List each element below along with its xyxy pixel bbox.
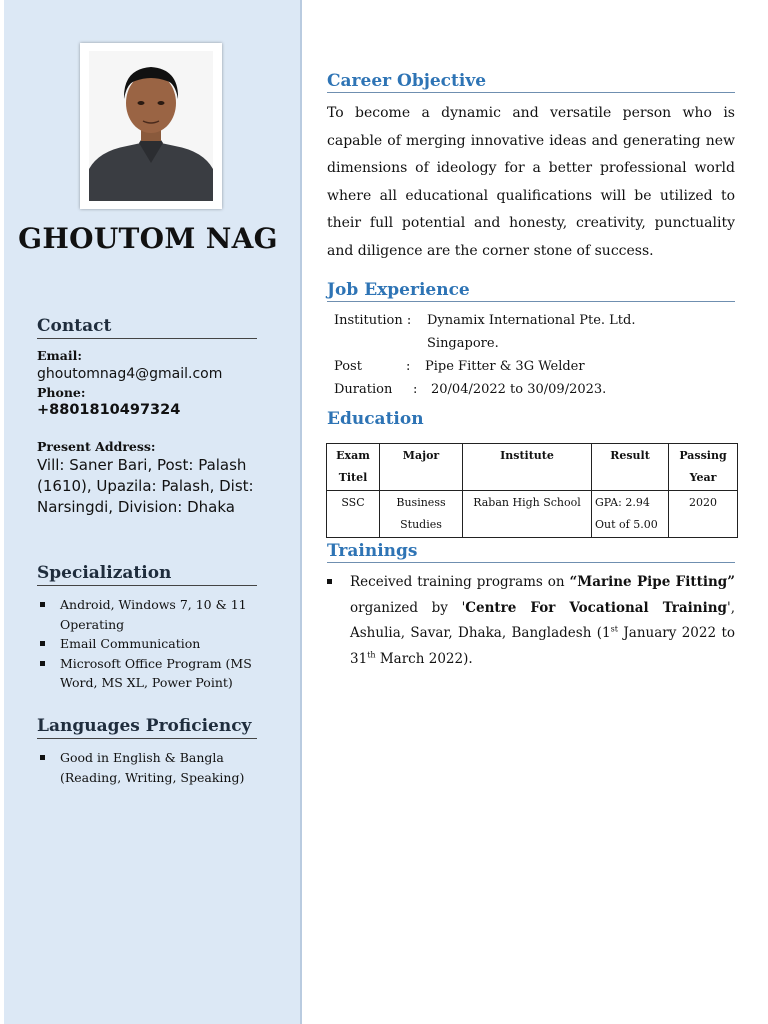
list-item: Email Communication	[37, 634, 265, 654]
specialization-heading: Specialization	[37, 563, 257, 586]
email-value: ghoutomnag4@gmail.com	[37, 366, 223, 382]
duration-separator: :	[413, 382, 418, 397]
list-item: Microsoft Office Program (MS Word, MS XL, Power Point)	[37, 654, 265, 693]
address-value: Vill: Saner Bari, Post: Palash (1610), Upazila: Palash, Dist: Narsingdi, Division: Dhaka	[37, 456, 254, 516]
institution-location: Singapore.	[427, 336, 499, 351]
career-objective-text: To become a dynamic and versatile person who is capable of merging innovative ideas and generating new dimensions of ideology for a better professional world where all educational qualifications will be utilized to their full potential and honesty, creativity, punctuality and diligence are the corner stone of success.	[327, 105, 735, 259]
job-experience-heading: Job Experience	[327, 280, 735, 302]
post-label: Post	[334, 359, 362, 374]
table-row	[327, 491, 738, 538]
duration-value: 20/04/2022 to 30/09/2023.	[431, 382, 607, 397]
cell-year: 2020	[669, 491, 738, 538]
cell-exam: SSC	[327, 491, 380, 538]
institution-label: Institution :	[334, 313, 412, 328]
header-passing-year: Passing Year	[669, 444, 738, 491]
post-separator: :	[406, 359, 411, 374]
training-item	[327, 570, 735, 672]
languages-list	[37, 748, 265, 787]
phone-label: Phone:	[37, 385, 86, 400]
profile-photo	[89, 51, 213, 201]
cell-result: GPA: 2.94 Out of 5.00	[592, 491, 669, 538]
languages-heading: Languages Proficiency	[37, 716, 257, 739]
contact-heading: Contact	[37, 316, 257, 339]
training-program: “Marine Pipe Fitting”	[569, 574, 735, 590]
person-portrait-icon	[89, 51, 213, 201]
address-label: Present Address:	[37, 439, 156, 454]
career-objective-heading: Career Objective	[327, 71, 735, 93]
bullet-icon	[327, 579, 332, 584]
list-item: Good in English & Bangla (Reading, Writing, Speaking)	[37, 748, 265, 787]
trainings-heading: Trainings	[327, 541, 735, 563]
institution-value: Dynamix International Pte. Ltd.	[427, 313, 636, 328]
cell-institute: Raban High School	[463, 491, 592, 538]
training-organization: Centre For Vocational Training	[465, 599, 727, 616]
education-heading: Education	[327, 409, 424, 429]
phone-value: +8801810497324	[37, 402, 181, 418]
profile-photo-frame	[80, 43, 222, 209]
header-exam: Exam Titel	[327, 444, 380, 491]
header-institute: Institute	[463, 444, 592, 491]
post-value: Pipe Fitter & 3G Welder	[425, 359, 585, 374]
header-result: Result	[592, 444, 669, 491]
candidate-name: GHOUTOM NAG	[18, 222, 278, 255]
duration-label: Duration	[334, 382, 393, 397]
training-text: Received training programs on “Marine Pipe Fitting” organized by 'Centre For Vocational Training', Ashulia, Savar, Dhaka, Bangladesh (1st January 2022 to 31th March 2022).	[350, 574, 736, 667]
list-item: Android, Windows 7, 10 & 11 Operating	[37, 595, 265, 634]
email-label: Email:	[37, 348, 82, 363]
education-table	[326, 443, 738, 538]
header-major: Major	[380, 444, 463, 491]
table-header-row	[327, 444, 738, 491]
specialization-list	[37, 595, 265, 693]
cell-major: Business Studies	[380, 491, 463, 538]
